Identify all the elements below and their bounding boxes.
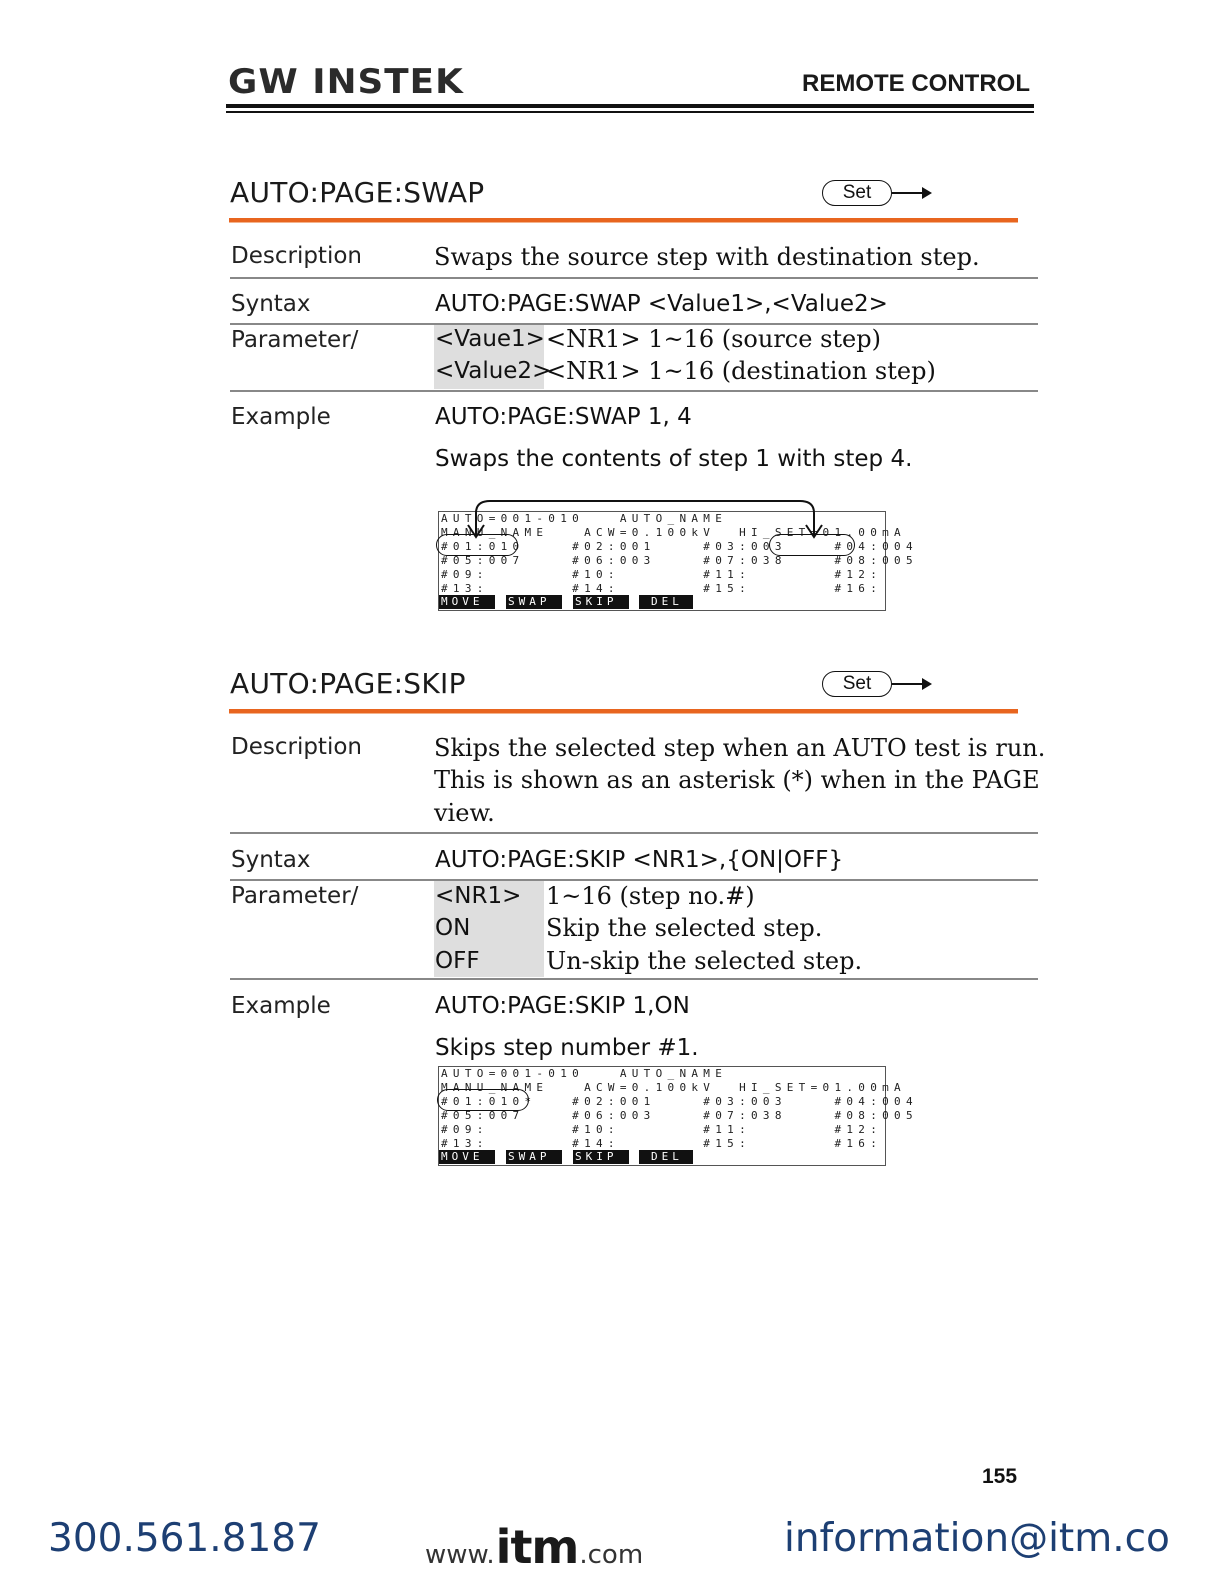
param-desc: Skip the selected step. xyxy=(546,914,823,942)
param-name: <NR1> xyxy=(435,883,522,909)
web-suffix: .com xyxy=(579,1540,644,1570)
softkey-swap: SWAP xyxy=(506,595,562,609)
divider xyxy=(230,879,1038,881)
header-rule xyxy=(226,104,1034,108)
lcd-line: #01:010 #02:001 #03:003 #04:004 xyxy=(441,540,918,553)
skip-example-note: Skips step number #1. xyxy=(435,1035,699,1061)
lcd-line: AUTO=001-010 AUTO_NAME xyxy=(441,1067,728,1080)
lcd-line: #05:007 #06:003 #07:038 #08:005 xyxy=(441,1109,918,1122)
skip-parameter-label: Parameter/ xyxy=(231,883,359,909)
swap-command-title: AUTO:PAGE:SWAP xyxy=(230,176,485,209)
softkey-del: DEL xyxy=(639,595,693,609)
param-name: <Value2> xyxy=(435,358,552,384)
arrow-right-icon xyxy=(922,678,932,690)
skip-set-badge xyxy=(822,671,932,697)
divider xyxy=(230,277,1038,279)
skip-description-line: view. xyxy=(434,799,495,827)
param-name: <Vaue1> xyxy=(435,326,545,352)
divider xyxy=(230,832,1038,834)
lcd-line: #13: #14: #15: #16: xyxy=(441,1137,883,1150)
skip-description-line: This is shown as an asterisk (*) when in the PAGE xyxy=(434,766,1040,794)
swap-description: Swaps the source step with destination step. xyxy=(434,243,980,271)
param-name: ON xyxy=(435,915,471,941)
param-desc: <NR1> 1~16 (source step) xyxy=(546,325,881,353)
highlight-ring xyxy=(437,1089,529,1111)
skip-example-label: Example xyxy=(231,993,331,1019)
web-prefix: www. xyxy=(425,1540,495,1570)
lcd-line: #09: #10: #11: #12: xyxy=(441,568,883,581)
itm-logo: itm xyxy=(495,1520,579,1574)
arrow-right-icon xyxy=(922,187,932,199)
softkey-swap: SWAP xyxy=(506,1150,562,1164)
skip-example-command: AUTO:PAGE:SKIP 1,ON xyxy=(435,993,690,1019)
lcd-line: AUTO=001-010 AUTO_NAME xyxy=(441,512,728,525)
divider xyxy=(230,390,1038,392)
footer-website[interactable] xyxy=(425,1520,643,1574)
lcd-line: #09: #10: #11: #12: xyxy=(441,1123,883,1136)
skip-syntax: AUTO:PAGE:SKIP <NR1>,{ON|OFF} xyxy=(435,847,844,873)
swap-syntax: AUTO:PAGE:SWAP <Value1>,<Value2> xyxy=(435,291,888,317)
lcd-line: #05:007 #06:003 #07:038 #08:005 xyxy=(441,554,918,567)
param-desc: <NR1> 1~16 (destination step) xyxy=(546,357,936,385)
section-title: REMOTE CONTROL xyxy=(802,70,1030,97)
skip-description-label: Description xyxy=(231,734,362,760)
swap-parameter-label: Parameter/ xyxy=(231,327,359,353)
footer-phone: 300.561.8187 xyxy=(48,1516,321,1561)
gw-instek-logo: GW INSTEK xyxy=(228,62,464,102)
lcd-line: #01:010* #02:001 #03:003 #04:004 xyxy=(441,1095,918,1108)
arrow-line xyxy=(892,192,922,194)
skip-command-title: AUTO:PAGE:SKIP xyxy=(230,667,466,700)
swap-syntax-label: Syntax xyxy=(231,291,311,317)
skip-title-rule xyxy=(229,709,1018,713)
swap-example-note: Swaps the contents of step 1 with step 4. xyxy=(435,446,913,472)
softkey-del: DEL xyxy=(639,1150,693,1164)
swap-set-badge xyxy=(822,180,932,206)
swap-title-rule xyxy=(229,218,1018,222)
lcd-line: MANU_NAME ACW=0.100kV HI_SET=01.00mA xyxy=(441,1081,906,1094)
page-number: 155 xyxy=(982,1465,1018,1488)
footer-email[interactable]: information@itm.co xyxy=(784,1516,1170,1561)
skip-lcd-screen xyxy=(438,1066,918,1166)
swap-description-label: Description xyxy=(231,243,362,269)
lcd-line: MANU_NAME ACW=0.100kV HI_SET=01.00mA xyxy=(441,526,906,539)
set-label: Set xyxy=(822,671,892,697)
param-name: OFF xyxy=(435,948,480,974)
swap-example-label: Example xyxy=(231,404,331,430)
softkey-skip: SKIP xyxy=(573,1150,629,1164)
skip-syntax-label: Syntax xyxy=(231,847,311,873)
softkey-move: MOVE xyxy=(439,1150,495,1164)
arrow-line xyxy=(892,683,922,685)
param-desc: Un-skip the selected step. xyxy=(546,947,863,975)
skip-description-line: Skips the selected step when an AUTO test is run. xyxy=(434,734,1046,762)
param-desc: 1~16 (step no.#) xyxy=(546,882,755,910)
lcd-line: #13: #14: #15: #16: xyxy=(441,582,883,595)
header-rule-thin xyxy=(226,111,1034,113)
divider xyxy=(230,978,1038,980)
set-label: Set xyxy=(822,180,892,206)
swap-arrow-icon xyxy=(438,495,884,545)
swap-example-command: AUTO:PAGE:SWAP 1, 4 xyxy=(435,404,692,430)
softkey-skip: SKIP xyxy=(573,595,629,609)
softkey-move: MOVE xyxy=(439,595,495,609)
